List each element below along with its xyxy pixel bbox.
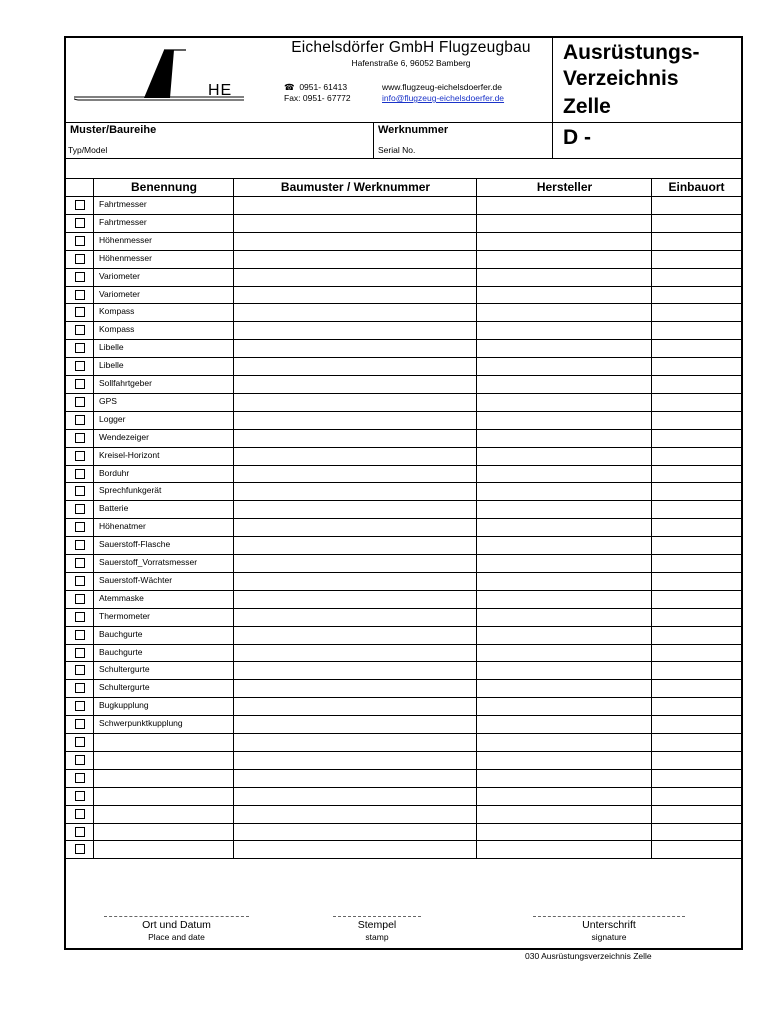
row-label: Variometer — [99, 288, 140, 299]
table-row — [66, 823, 741, 841]
row-checkbox[interactable] — [75, 343, 85, 353]
info-divider — [373, 122, 374, 158]
row-label: Atemmaske — [99, 592, 144, 603]
table-row — [66, 751, 741, 769]
table-row — [66, 447, 741, 465]
table-row — [66, 250, 741, 268]
column-header-benennung: Benennung — [131, 180, 197, 194]
table-row — [66, 769, 741, 787]
row-label: Kreisel-Horizont — [99, 449, 160, 460]
info-bottom-line — [66, 158, 741, 159]
table-row — [66, 214, 741, 232]
form-title-line3: Zelle — [563, 95, 611, 118]
table-row — [66, 554, 741, 572]
table-row — [66, 411, 741, 429]
table-row — [66, 196, 741, 214]
row-checkbox[interactable] — [75, 809, 85, 819]
footer-doc-number: 030 Ausrüstungsverzeichnis Zelle — [525, 951, 652, 961]
row-checkbox[interactable] — [75, 218, 85, 228]
table-row — [66, 375, 741, 393]
row-label: Höhenmesser — [99, 252, 152, 263]
row-label: Sauerstoff-Wächter — [99, 574, 173, 585]
table-row — [66, 590, 741, 608]
equipment-table — [66, 178, 741, 864]
company-address: Hafenstraße 6, 96052 Bamberg — [351, 58, 471, 68]
table-row — [66, 536, 741, 554]
row-label: Bauchgurte — [99, 646, 143, 657]
row-checkbox[interactable] — [75, 665, 85, 675]
company-logo — [74, 46, 254, 116]
row-checkbox[interactable] — [75, 773, 85, 783]
row-checkbox[interactable] — [75, 719, 85, 729]
row-label: Batterie — [99, 503, 129, 514]
header-bottom-line — [66, 122, 741, 123]
row-label: Sollfahrtgeber — [99, 378, 152, 388]
row-checkbox[interactable] — [75, 486, 85, 496]
table-row — [66, 661, 741, 679]
row-checkbox[interactable] — [75, 307, 85, 317]
row-line — [66, 858, 741, 859]
row-checkbox[interactable] — [75, 272, 85, 282]
form-frame — [64, 36, 743, 950]
column-header-baumuster: Baumuster / Werknummer — [280, 180, 431, 194]
typ-label: Typ/Model — [68, 145, 108, 155]
row-label: Sauerstoff_Vorratsmesser — [99, 557, 198, 567]
column-header-hersteller: Hersteller — [536, 180, 593, 194]
signature-line — [533, 916, 685, 917]
place-date-line — [104, 916, 249, 917]
glider-logo-icon — [74, 46, 254, 116]
registration-prefix: D - — [563, 126, 591, 149]
row-checkbox[interactable] — [75, 379, 85, 389]
row-label: Sprechfunkgerät — [99, 485, 162, 496]
row-checkbox[interactable] — [75, 540, 85, 550]
table-row — [66, 644, 741, 662]
table-row — [66, 286, 741, 304]
table-row — [66, 429, 741, 447]
stamp-line — [333, 916, 421, 917]
row-label: Wendezeiger — [99, 431, 149, 442]
table-row — [66, 715, 741, 733]
table-row — [66, 626, 741, 644]
row-label: Kompass — [99, 324, 135, 335]
row-label: Fahrtmesser — [99, 216, 147, 227]
row-checkbox[interactable] — [75, 737, 85, 747]
table-row — [66, 608, 741, 626]
row-label: GPS — [99, 395, 117, 406]
table-row — [66, 268, 741, 286]
table-row — [66, 303, 741, 321]
company-name: Eichelsdörfer GmbH Flugzeugbau — [291, 39, 531, 56]
row-checkbox[interactable] — [75, 433, 85, 443]
muster-label: Muster/Baureihe — [70, 124, 157, 136]
stamp-label: Stempel — [357, 919, 397, 931]
row-checkbox[interactable] — [75, 290, 85, 300]
row-checkbox[interactable] — [75, 648, 85, 658]
row-checkbox[interactable] — [75, 361, 85, 371]
row-label: Höhenmesser — [99, 234, 152, 245]
email-link[interactable]: info@flugzeug-eichelsdoerfer.de — [382, 93, 505, 103]
row-label: Bauchgurte — [99, 628, 143, 639]
place-date-label: Ort und Datum — [142, 919, 211, 931]
phone-icon: ☎ — [284, 82, 295, 92]
row-checkbox[interactable] — [75, 397, 85, 407]
row-checkbox[interactable] — [75, 325, 85, 335]
row-label: Schultergurte — [99, 682, 150, 693]
column-header-einbauort: Einbauort — [668, 180, 725, 194]
table-row — [66, 697, 741, 715]
phone-line — [284, 82, 347, 93]
row-checkbox[interactable] — [75, 504, 85, 514]
row-label: Thermometer — [99, 610, 151, 621]
table-row — [66, 787, 741, 805]
row-label: Schultergurte — [99, 664, 150, 675]
werknummer-label: Werknummer — [378, 124, 449, 136]
row-label: Bugkupplung — [99, 700, 149, 711]
table-row — [66, 733, 741, 751]
table-row — [66, 321, 741, 339]
table-row — [66, 465, 741, 483]
row-checkbox[interactable] — [75, 612, 85, 622]
row-checkbox[interactable] — [75, 558, 85, 568]
table-row — [66, 572, 741, 590]
row-label: Variometer — [99, 270, 140, 281]
table-row — [66, 482, 741, 500]
table-row — [66, 232, 741, 250]
row-label: Borduhr — [99, 467, 130, 478]
email-wrap — [382, 93, 504, 103]
row-checkbox[interactable] — [75, 594, 85, 604]
row-checkbox[interactable] — [75, 844, 85, 854]
row-label: Fahrtmesser — [99, 199, 147, 209]
row-label: Logger — [99, 413, 126, 424]
row-checkbox[interactable] — [75, 683, 85, 693]
table-row — [66, 500, 741, 518]
table-row — [66, 357, 741, 375]
signature-label-en: signature — [591, 932, 627, 942]
row-checkbox[interactable] — [75, 522, 85, 532]
row-checkbox[interactable] — [75, 630, 85, 640]
row-checkbox[interactable] — [75, 791, 85, 801]
row-checkbox[interactable] — [75, 200, 85, 210]
table-row — [66, 805, 741, 823]
website-link[interactable]: www.flugzeug-eichelsdoerfer.de — [382, 82, 503, 92]
fax-number: Fax: 0951- 67772 — [284, 93, 351, 103]
form-title-line1: Ausrüstungs- — [563, 41, 700, 64]
stamp-label-en: stamp — [365, 932, 389, 942]
row-checkbox[interactable] — [75, 236, 85, 246]
row-label: Libelle — [99, 360, 124, 371]
table-row — [66, 393, 741, 411]
row-checkbox[interactable] — [75, 576, 85, 586]
row-label: Höhenatmer — [99, 521, 146, 532]
signature-label: Unterschrift — [582, 919, 636, 931]
row-checkbox[interactable] — [75, 451, 85, 461]
place-date-label-en: Place and date — [148, 932, 205, 942]
row-checkbox[interactable] — [75, 415, 85, 425]
table-row — [66, 339, 741, 357]
table-rows — [66, 178, 741, 864]
logo-text: HE — [208, 82, 233, 99]
form-title-line2: Verzeichnis — [563, 67, 679, 90]
row-label: Kompass — [99, 306, 135, 317]
table-row — [66, 840, 741, 858]
phone-number: 0951- 61413 — [299, 82, 348, 92]
row-label: Sauerstoff-Flasche — [99, 539, 171, 550]
row-label: Schwerpunktkupplung — [99, 718, 183, 729]
row-checkbox[interactable] — [75, 755, 85, 765]
table-row — [66, 679, 741, 697]
row-checkbox[interactable] — [75, 827, 85, 837]
row-label: Libelle — [99, 342, 124, 353]
title-divider — [552, 38, 553, 158]
table-row — [66, 518, 741, 536]
row-checkbox[interactable] — [75, 469, 85, 479]
serial-label: Serial No. — [378, 145, 416, 155]
row-checkbox[interactable] — [75, 254, 85, 264]
row-checkbox[interactable] — [75, 701, 85, 711]
